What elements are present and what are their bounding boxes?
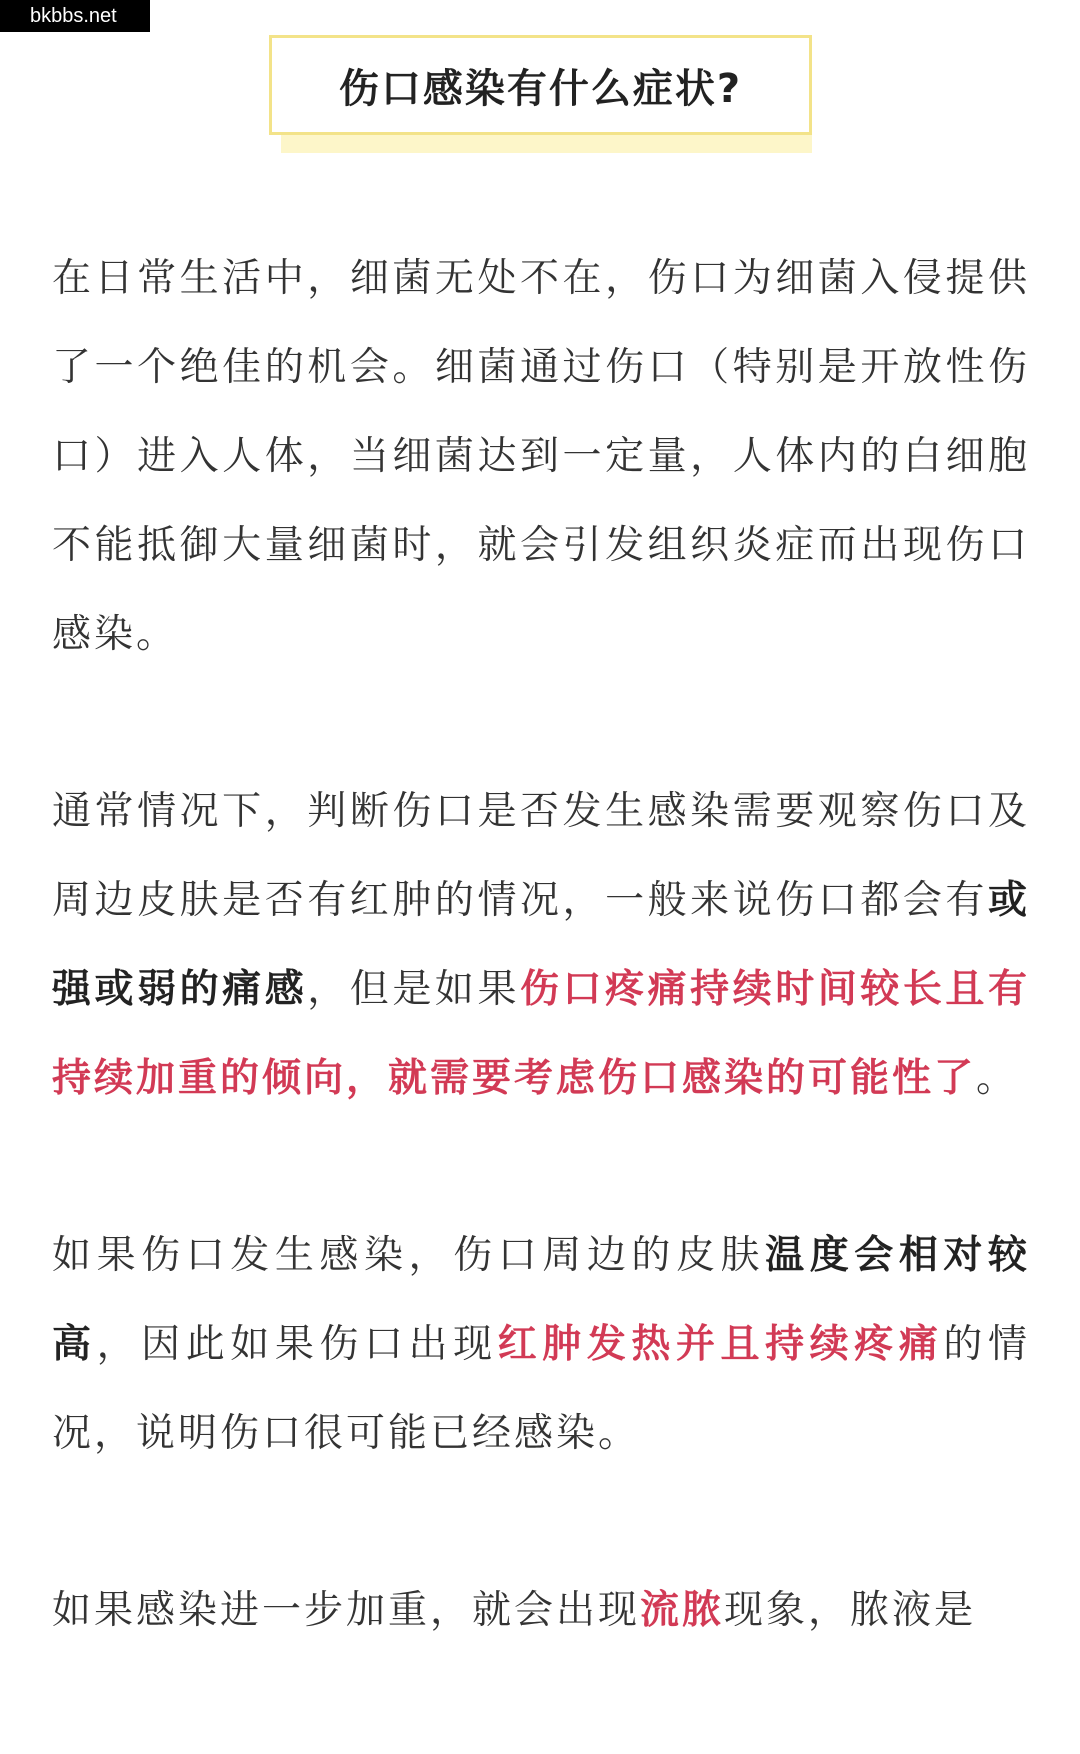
- bold-text: 温度会相对较高: [52, 1233, 1030, 1367]
- bold-text: 或强或弱的痛感: [52, 878, 1030, 1012]
- text-segment: 通常情况下，判断伤口是否发生感染需要观察伤口及周边皮肤是否有红肿的情况，一般来说伤口都会有: [52, 789, 1030, 923]
- paragraph-pain: [52, 767, 1030, 1123]
- title-card: [269, 35, 812, 153]
- text-segment: 现象，脓液是: [724, 1588, 977, 1633]
- article-body: [52, 234, 1030, 1743]
- text-segment: 的情况，说明伤口很可能已经感染。: [52, 1322, 1030, 1456]
- article-title: 伤口感染有什么症状?: [269, 35, 812, 135]
- text-segment: ，因此如果伤口出现: [96, 1322, 498, 1367]
- text-segment: 如果伤口发生感染，伤口周边的皮肤: [52, 1233, 766, 1278]
- text-segment: 如果感染进一步加重，就会出现: [52, 1588, 641, 1633]
- paragraph-temperature: [52, 1211, 1030, 1478]
- paragraph-intro: [52, 234, 1030, 679]
- text-segment: 在日常生活中，细菌无处不在，伤口为细菌入侵提供了一个绝佳的机会。细菌通过伤口（特别是开放性伤口）进入人体，当细菌达到一定量，人体内的白细胞不能抵御大量细菌时，就会引发组织炎症而出现伤口感染。: [52, 256, 1030, 657]
- highlight-text: 伤口疼痛持续时间较长且有持续加重的倾向，就需要考虑伤口感染的可能性了: [52, 967, 1030, 1101]
- watermark: bkbbs.net: [0, 0, 150, 32]
- paragraph-pus: [52, 1566, 1030, 1655]
- text-segment: 。: [976, 1056, 1019, 1101]
- text-segment: ，但是如果: [307, 967, 520, 1012]
- highlight-text: 红肿发热并且持续疼痛: [497, 1322, 944, 1367]
- highlight-text: 流脓: [640, 1588, 725, 1633]
